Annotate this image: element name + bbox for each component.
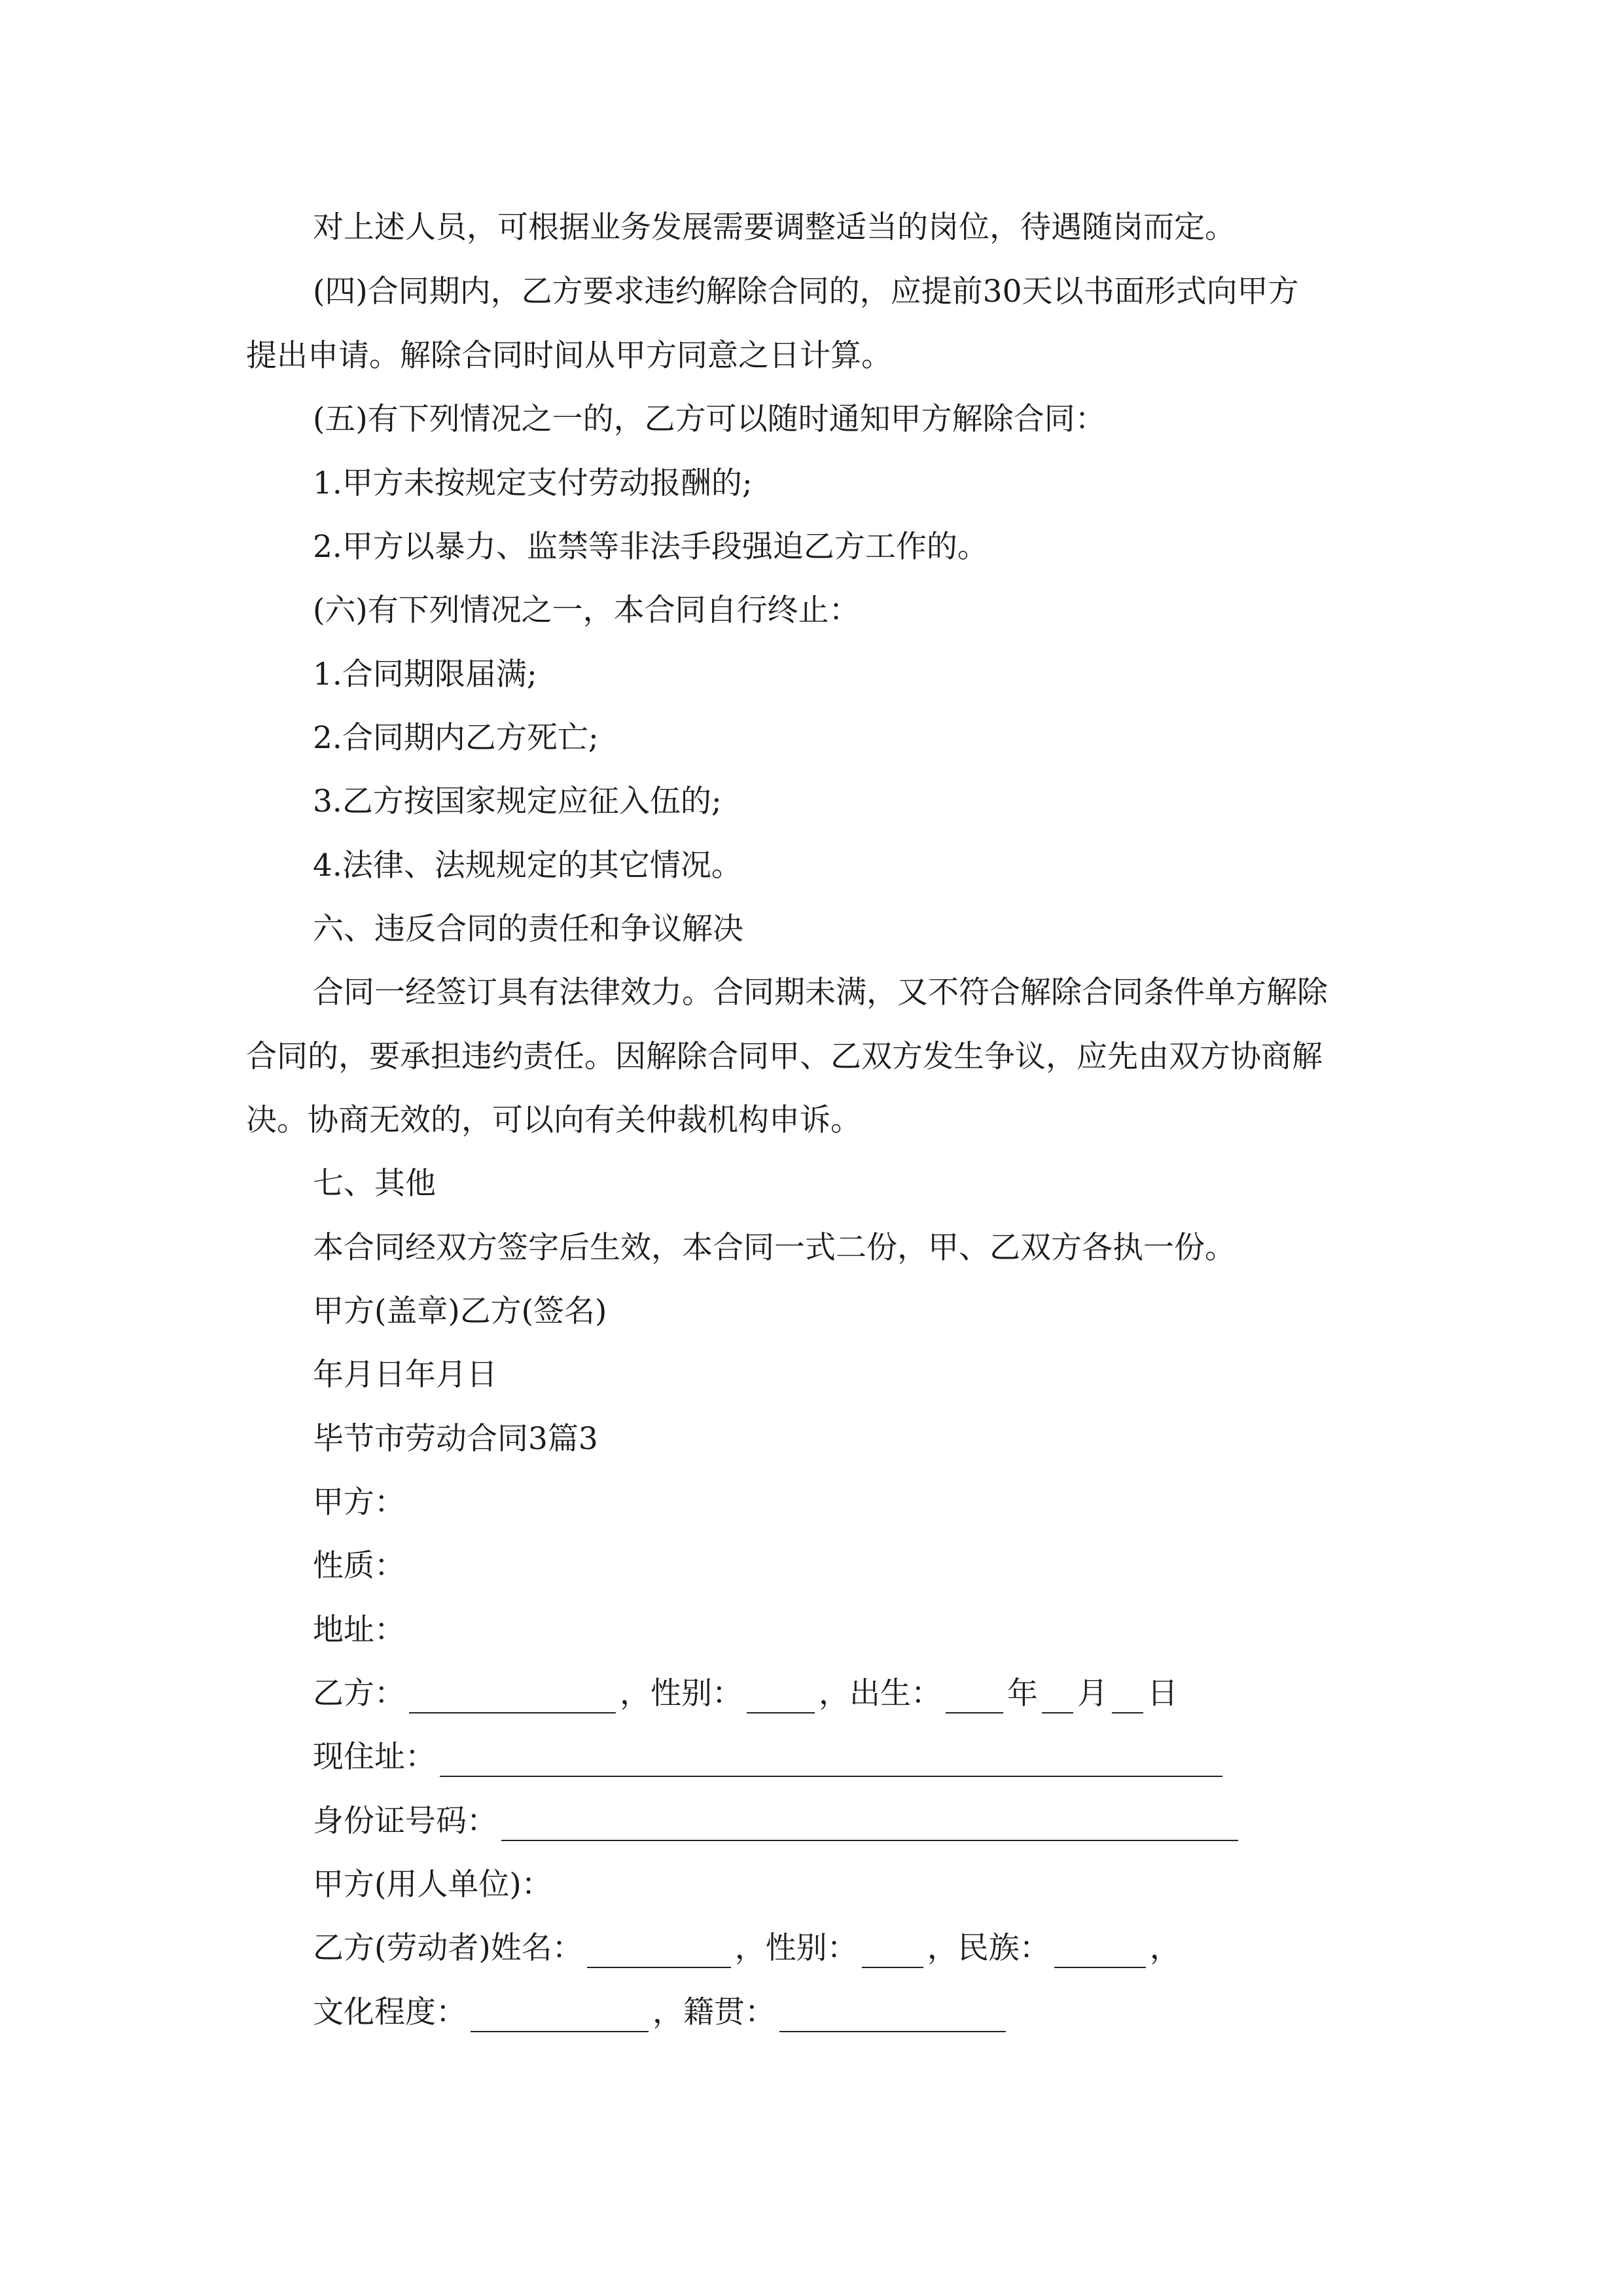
- birth-month-blank[interactable]: [1042, 1683, 1073, 1713]
- list-item: 2.合同期内乙方死亡;: [313, 720, 599, 756]
- list-item: 1.甲方未按规定支付劳动报酬的;: [313, 465, 753, 501]
- party-a-label: 甲方：: [313, 1484, 405, 1520]
- gender-blank[interactable]: [747, 1683, 815, 1713]
- year-label: 年: [1007, 1676, 1038, 1712]
- worker-gender-blank[interactable]: [862, 1938, 923, 1968]
- id-number-label: 身份证号码：: [313, 1803, 497, 1839]
- paragraph-line: 提出申请。解除合同时间从甲方同意之日计算。: [246, 338, 892, 374]
- document-title: 毕节市劳动合同3篇3: [313, 1421, 598, 1457]
- worker-name-label: 乙方(劳动者)姓名：: [313, 1930, 583, 1966]
- native-place-blank[interactable]: [779, 2002, 1006, 2032]
- birth-label: ，出生：: [819, 1676, 942, 1712]
- list-item: 2.甲方以暴力、监禁等非法手段强迫乙方工作的。: [313, 529, 988, 565]
- day-label: 日: [1147, 1676, 1178, 1712]
- id-number-row: [313, 1802, 1242, 1841]
- section-heading: 七、其他: [313, 1166, 436, 1202]
- worker-name-blank[interactable]: [587, 1938, 731, 1968]
- paragraph-line: 合同一经签订具有法律效力。合同期未满，又不符合解除合同条件单方解除: [313, 975, 1328, 1011]
- section-heading: 六、违反合同的责任和争议解决: [313, 911, 743, 947]
- gender-label: ，性别：: [620, 1676, 743, 1712]
- birth-day-blank[interactable]: [1112, 1683, 1143, 1713]
- education-blank[interactable]: [471, 2002, 649, 2032]
- trailing-comma: ，: [1149, 1930, 1181, 1966]
- paragraph-line: 对上述人员，可根据业务发展需要调整适当的岗位，待遇随岗而定。: [313, 209, 1236, 245]
- paragraph-line: 合同的，要承担违约责任。因解除合同甲、乙双方发生争议，应先由双方协商解: [246, 1039, 1323, 1075]
- paragraph-line: (五)有下列情况之一的，乙方可以随时通知甲方解除合同：: [313, 401, 1106, 437]
- party-b-label: 乙方：: [313, 1676, 405, 1712]
- list-item: 1.合同期限届满;: [313, 656, 537, 692]
- address-label: 地址：: [313, 1612, 405, 1648]
- month-label: 月: [1077, 1676, 1108, 1712]
- education-row: [313, 1993, 1010, 2032]
- worker-row: [313, 1929, 1181, 1968]
- date-line: 年月日年月日: [313, 1357, 497, 1393]
- signature-line: 甲方(盖章)乙方(签名): [313, 1293, 607, 1329]
- list-item: 3.乙方按国家规定应征入伍的;: [313, 783, 722, 819]
- birth-year-blank[interactable]: [946, 1683, 1003, 1713]
- current-address-label: 现住址：: [313, 1739, 436, 1775]
- current-address-row: [313, 1738, 1226, 1777]
- id-number-blank[interactable]: [501, 1811, 1238, 1841]
- paragraph-line: (四)合同期内，乙方要求违约解除合同的，应提前30天以书面形式向甲方: [313, 274, 1299, 310]
- party-b-row: [313, 1674, 1178, 1713]
- paragraph-line: (六)有下列情况之一，本合同自行终止：: [313, 592, 860, 628]
- paragraph-line: 本合同经双方签字后生效，本合同一式二份，甲、乙双方各执一份。: [313, 1230, 1236, 1266]
- ethnicity-blank[interactable]: [1054, 1938, 1146, 1968]
- party-b-name-blank[interactable]: [409, 1683, 616, 1713]
- nature-label: 性质：: [313, 1548, 405, 1584]
- education-label: 文化程度：: [313, 1994, 467, 2030]
- worker-gender-label: ，性别：: [734, 1930, 858, 1966]
- employer-label: 甲方(用人单位)：: [313, 1867, 552, 1903]
- list-item: 4.法律、法规规定的其它情况。: [313, 848, 742, 884]
- current-address-blank[interactable]: [440, 1747, 1222, 1777]
- native-place-label: ，籍贯：: [652, 1994, 776, 2030]
- ethnicity-label: ，民族：: [927, 1930, 1050, 1966]
- paragraph-line: 决。协商无效的，可以向有关仲裁机构申诉。: [246, 1102, 861, 1138]
